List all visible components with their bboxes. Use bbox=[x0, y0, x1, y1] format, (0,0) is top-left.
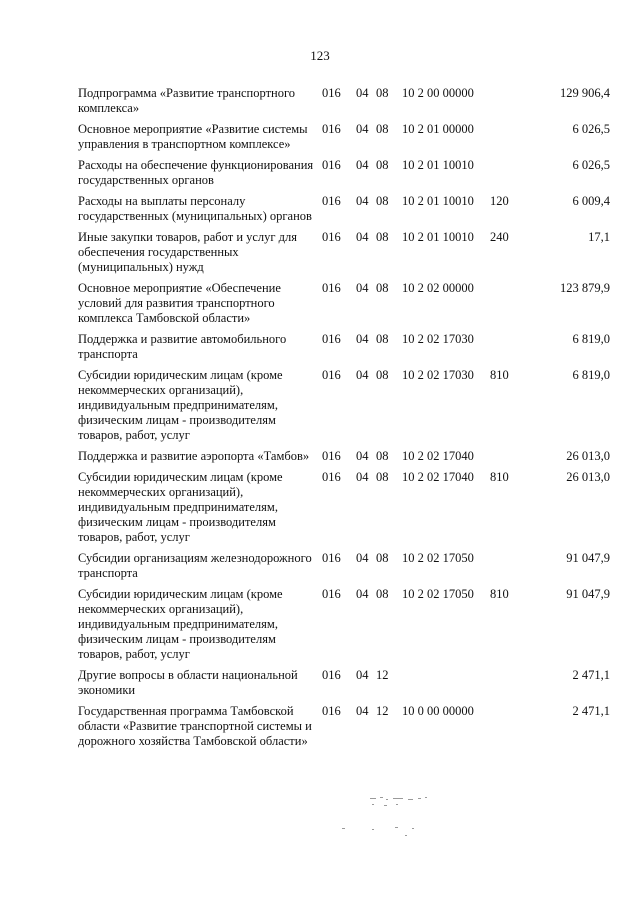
row-name: Государственная программа Тамбовской области «Развитие транспортной системы и дорожного хозяйства Тамбовской области» bbox=[78, 704, 312, 748]
row-name: Субсидии юридическим лицам (кроме некоммерческих организаций), индивидуальным предпринимателям, физическим лицам - производителям товаров, работ, услуг bbox=[78, 368, 283, 442]
row-section-code: 04 bbox=[356, 668, 369, 682]
row-subsection-code: 08 bbox=[376, 281, 389, 295]
row-amount: 91 047,9 bbox=[566, 551, 610, 565]
row-name: Поддержка и развитие аэропорта «Тамбов» bbox=[78, 449, 310, 463]
row-section-code: 04 bbox=[356, 449, 369, 463]
row-amount: 6 819,0 bbox=[572, 368, 610, 382]
row-subsection-code: 08 bbox=[376, 551, 389, 565]
row-subsection-code: 08 bbox=[376, 587, 389, 601]
row-name: Иные закупки товаров, работ и услуг для обеспечения государственных (муниципальных) нужд bbox=[78, 230, 298, 274]
row-section-code: 04 bbox=[356, 230, 369, 244]
row-subsection-code: 08 bbox=[376, 122, 389, 136]
row-amount: 17,1 bbox=[588, 230, 610, 244]
row-name: Расходы на выплаты персоналу государственных (муниципальных) органов bbox=[78, 194, 312, 223]
row-name: Основное мероприятие «Развитие системы управления в транспортном комплексе» bbox=[78, 122, 308, 151]
row-admin-code: 016 bbox=[322, 368, 341, 382]
row-name: Подпрограмма «Развитие транспортного комплекса» bbox=[78, 86, 296, 115]
row-admin-code: 016 bbox=[322, 704, 341, 718]
row-name: Субсидии организациям железнодорожного транспорта bbox=[78, 551, 312, 580]
row-subsection-code: 08 bbox=[376, 194, 389, 208]
row-section-code: 04 bbox=[356, 551, 369, 565]
row-amount: 26 013,0 bbox=[566, 449, 610, 463]
row-admin-code: 016 bbox=[322, 281, 341, 295]
row-admin-code: 016 bbox=[322, 587, 341, 601]
row-section-code: 04 bbox=[356, 194, 369, 208]
row-section-code: 04 bbox=[356, 281, 369, 295]
row-subsection-code: 12 bbox=[376, 668, 389, 682]
row-admin-code: 016 bbox=[322, 332, 341, 346]
row-target-article: 10 2 01 10010 bbox=[402, 230, 474, 244]
row-expense-type: 240 bbox=[490, 230, 509, 244]
row-name: Поддержка и развитие автомобильного транспорта bbox=[78, 332, 287, 361]
row-amount: 6 026,5 bbox=[572, 122, 610, 136]
row-admin-code: 016 bbox=[322, 668, 341, 682]
row-target-article: 10 2 02 17030 bbox=[402, 332, 474, 346]
row-admin-code: 016 bbox=[322, 470, 341, 484]
row-section-code: 04 bbox=[356, 332, 369, 346]
row-target-article: 10 2 02 17050 bbox=[402, 587, 474, 601]
row-name: Субсидии юридическим лицам (кроме некоммерческих организаций), индивидуальным предпринимателям, физическим лицам - производителям товаров, работ, услуг bbox=[78, 470, 283, 544]
row-section-code: 04 bbox=[356, 158, 369, 172]
row-amount: 129 906,4 bbox=[560, 86, 610, 100]
row-admin-code: 016 bbox=[322, 449, 341, 463]
row-section-code: 04 bbox=[356, 86, 369, 100]
row-amount: 26 013,0 bbox=[566, 470, 610, 484]
row-name: Расходы на обеспечение функционирования государственных органов bbox=[78, 158, 314, 187]
row-admin-code: 016 bbox=[322, 86, 341, 100]
row-amount: 2 471,1 bbox=[572, 668, 610, 682]
row-expense-type: 810 bbox=[490, 587, 509, 601]
row-amount: 123 879,9 bbox=[560, 281, 610, 295]
row-section-code: 04 bbox=[356, 122, 369, 136]
row-admin-code: 016 bbox=[322, 551, 341, 565]
row-subsection-code: 08 bbox=[376, 86, 389, 100]
row-subsection-code: 08 bbox=[376, 332, 389, 346]
row-target-article: 10 2 02 00000 bbox=[402, 281, 474, 295]
row-target-article: 10 2 02 17040 bbox=[402, 449, 474, 463]
row-admin-code: 016 bbox=[322, 122, 341, 136]
row-amount: 2 471,1 bbox=[572, 704, 610, 718]
row-name: Субсидии юридическим лицам (кроме некоммерческих организаций), индивидуальным предпринимателям, физическим лицам - производителям товаров, работ, услуг bbox=[78, 587, 283, 661]
row-amount: 91 047,9 bbox=[566, 587, 610, 601]
row-expense-type: 810 bbox=[490, 368, 509, 382]
row-admin-code: 016 bbox=[322, 230, 341, 244]
row-amount: 6 819,0 bbox=[572, 332, 610, 346]
row-target-article: 10 2 01 00000 bbox=[402, 122, 474, 136]
row-amount: 6 026,5 bbox=[572, 158, 610, 172]
row-section-code: 04 bbox=[356, 470, 369, 484]
row-section-code: 04 bbox=[356, 587, 369, 601]
row-target-article: 10 2 02 17030 bbox=[402, 368, 474, 382]
row-target-article: 10 2 02 17050 bbox=[402, 551, 474, 565]
row-admin-code: 016 bbox=[322, 158, 341, 172]
row-name: Другие вопросы в области национальной экономики bbox=[78, 668, 298, 697]
page-number: 123 bbox=[310, 48, 330, 63]
row-section-code: 04 bbox=[356, 704, 369, 718]
row-subsection-code: 08 bbox=[376, 470, 389, 484]
row-subsection-code: 12 bbox=[376, 704, 389, 718]
row-expense-type: 810 bbox=[490, 470, 509, 484]
row-target-article: 10 2 01 10010 bbox=[402, 194, 474, 208]
row-target-article: 10 2 02 17040 bbox=[402, 470, 474, 484]
row-subsection-code: 08 bbox=[376, 230, 389, 244]
row-section-code: 04 bbox=[356, 368, 369, 382]
row-name: Основное мероприятие «Обеспечение условий для развития транспортного комплекса Тамбовской области» bbox=[78, 281, 281, 325]
row-subsection-code: 08 bbox=[376, 449, 389, 463]
row-expense-type: 120 bbox=[490, 194, 509, 208]
row-target-article: 10 2 00 00000 bbox=[402, 86, 474, 100]
row-target-article: 10 0 00 00000 bbox=[402, 704, 474, 718]
row-amount: 6 009,4 bbox=[572, 194, 610, 208]
row-admin-code: 016 bbox=[322, 194, 341, 208]
row-subsection-code: 08 bbox=[376, 158, 389, 172]
row-target-article: 10 2 01 10010 bbox=[402, 158, 474, 172]
row-subsection-code: 08 bbox=[376, 368, 389, 382]
